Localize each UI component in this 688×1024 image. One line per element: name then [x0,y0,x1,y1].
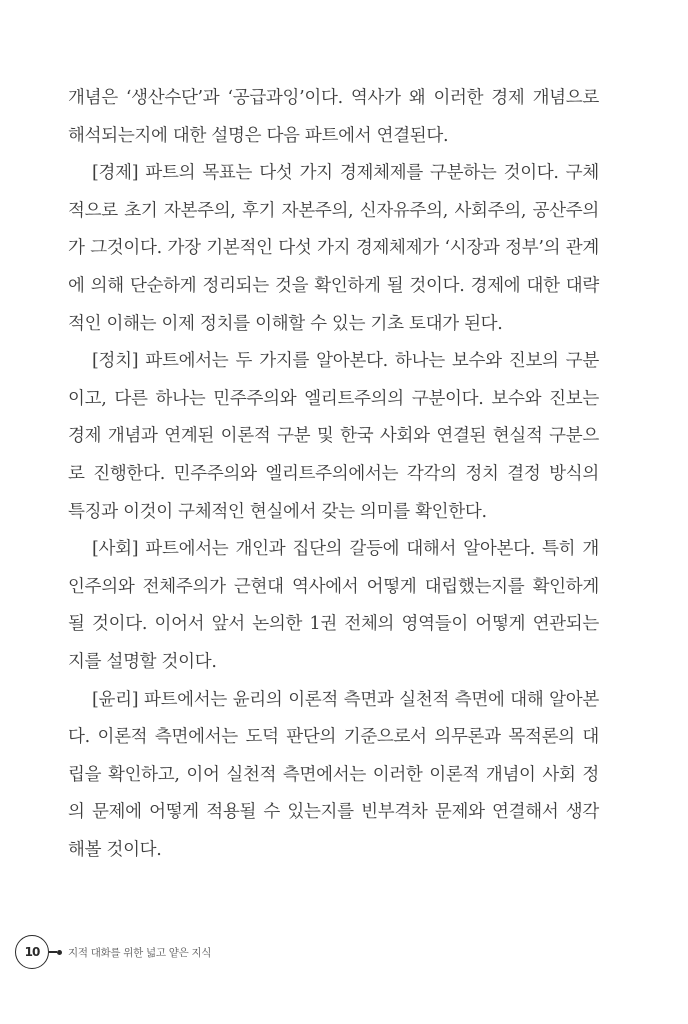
paragraph-ethics [68,682,599,870]
page-number: 10 [24,945,40,959]
text-line: 로 진행한다. 민주주의와 엘리트주의에서는 각각의 정치 결정 방식의 [68,463,599,484]
page-footer [15,934,211,970]
text-line: 해볼 것이다. [68,839,162,860]
paragraph-economy [68,155,599,343]
connector-line-icon [49,951,57,953]
text-line: 적으로 초기 자본주의, 후기 자본주의, 신자유주의, 사회주의, 공산주의 [68,200,599,221]
bullet-dot-icon [57,950,62,955]
text-line: 에 의해 단순하게 정리되는 것을 확인하게 될 것이다. 경제에 대한 대략 [68,275,599,296]
text-line: [경제] 파트의 목표는 다섯 가지 경제체제를 구분하는 것이다. 구체 [92,163,599,184]
text-line: 이고, 다른 하나는 민주주의와 엘리트주의의 구분이다. 보수와 진보는 [68,388,599,409]
text-line: 립을 확인하고, 이어 실천적 측면에서는 이러한 이론적 개념이 사회 정 [68,764,599,785]
text-line: [사회] 파트에서는 개인과 집단의 갈등에 대해서 알아본다. 특히 개 [92,539,599,560]
text-line: [윤리] 파트에서는 윤리의 이론적 측면과 실천적 측면에 대해 알아본 [92,689,599,710]
page-number-badge [15,935,49,969]
running-title: 지적 대화를 위한 넓고 얕은 지식 [68,946,212,959]
text-line: 특징과 이것이 구체적인 현실에서 갖는 의미를 확인한다. [68,501,487,522]
text-line: 지를 설명할 것이다. [68,651,217,672]
paragraph-continuation [68,80,599,155]
paragraph-society [68,531,599,681]
text-line: 개념은 ‘생산수단’과 ‘공급과잉’이다. 역사가 왜 이러한 경제 개념으로 [68,88,599,108]
text-line: 의 문제에 어떻게 적용될 수 있는지를 빈부격차 문제와 연결해서 생각 [68,802,599,823]
page-body [68,80,599,869]
text-line: 가 그것이다. 가장 기본적인 다섯 가지 경제체제가 ‘시장과 정부’의 관계 [68,238,599,259]
text-line: 경제 개념과 연계된 이론적 구분 및 한국 사회와 연결된 현실적 구분으 [68,426,599,447]
text-line: 다. 이론적 측면에서는 도덕 판단의 기준으로서 의무론과 목적론의 대 [68,727,599,748]
text-line: 적인 이해는 이제 정치를 이해할 수 있는 기초 토대가 된다. [68,313,503,334]
text-line: [정치] 파트에서는 두 가지를 알아본다. 하나는 보수와 진보의 구분 [92,351,599,372]
paragraph-politics [68,343,599,531]
text-line: 될 것이다. 이어서 앞서 논의한 1권 전체의 영역들이 어떻게 연관되는 [68,614,599,635]
text-line: 인주의와 전체주의가 근현대 역사에서 어떻게 대립했는지를 확인하게 [68,576,599,597]
text-line: 해석되는지에 대한 설명은 다음 파트에서 연결된다. [68,125,449,146]
